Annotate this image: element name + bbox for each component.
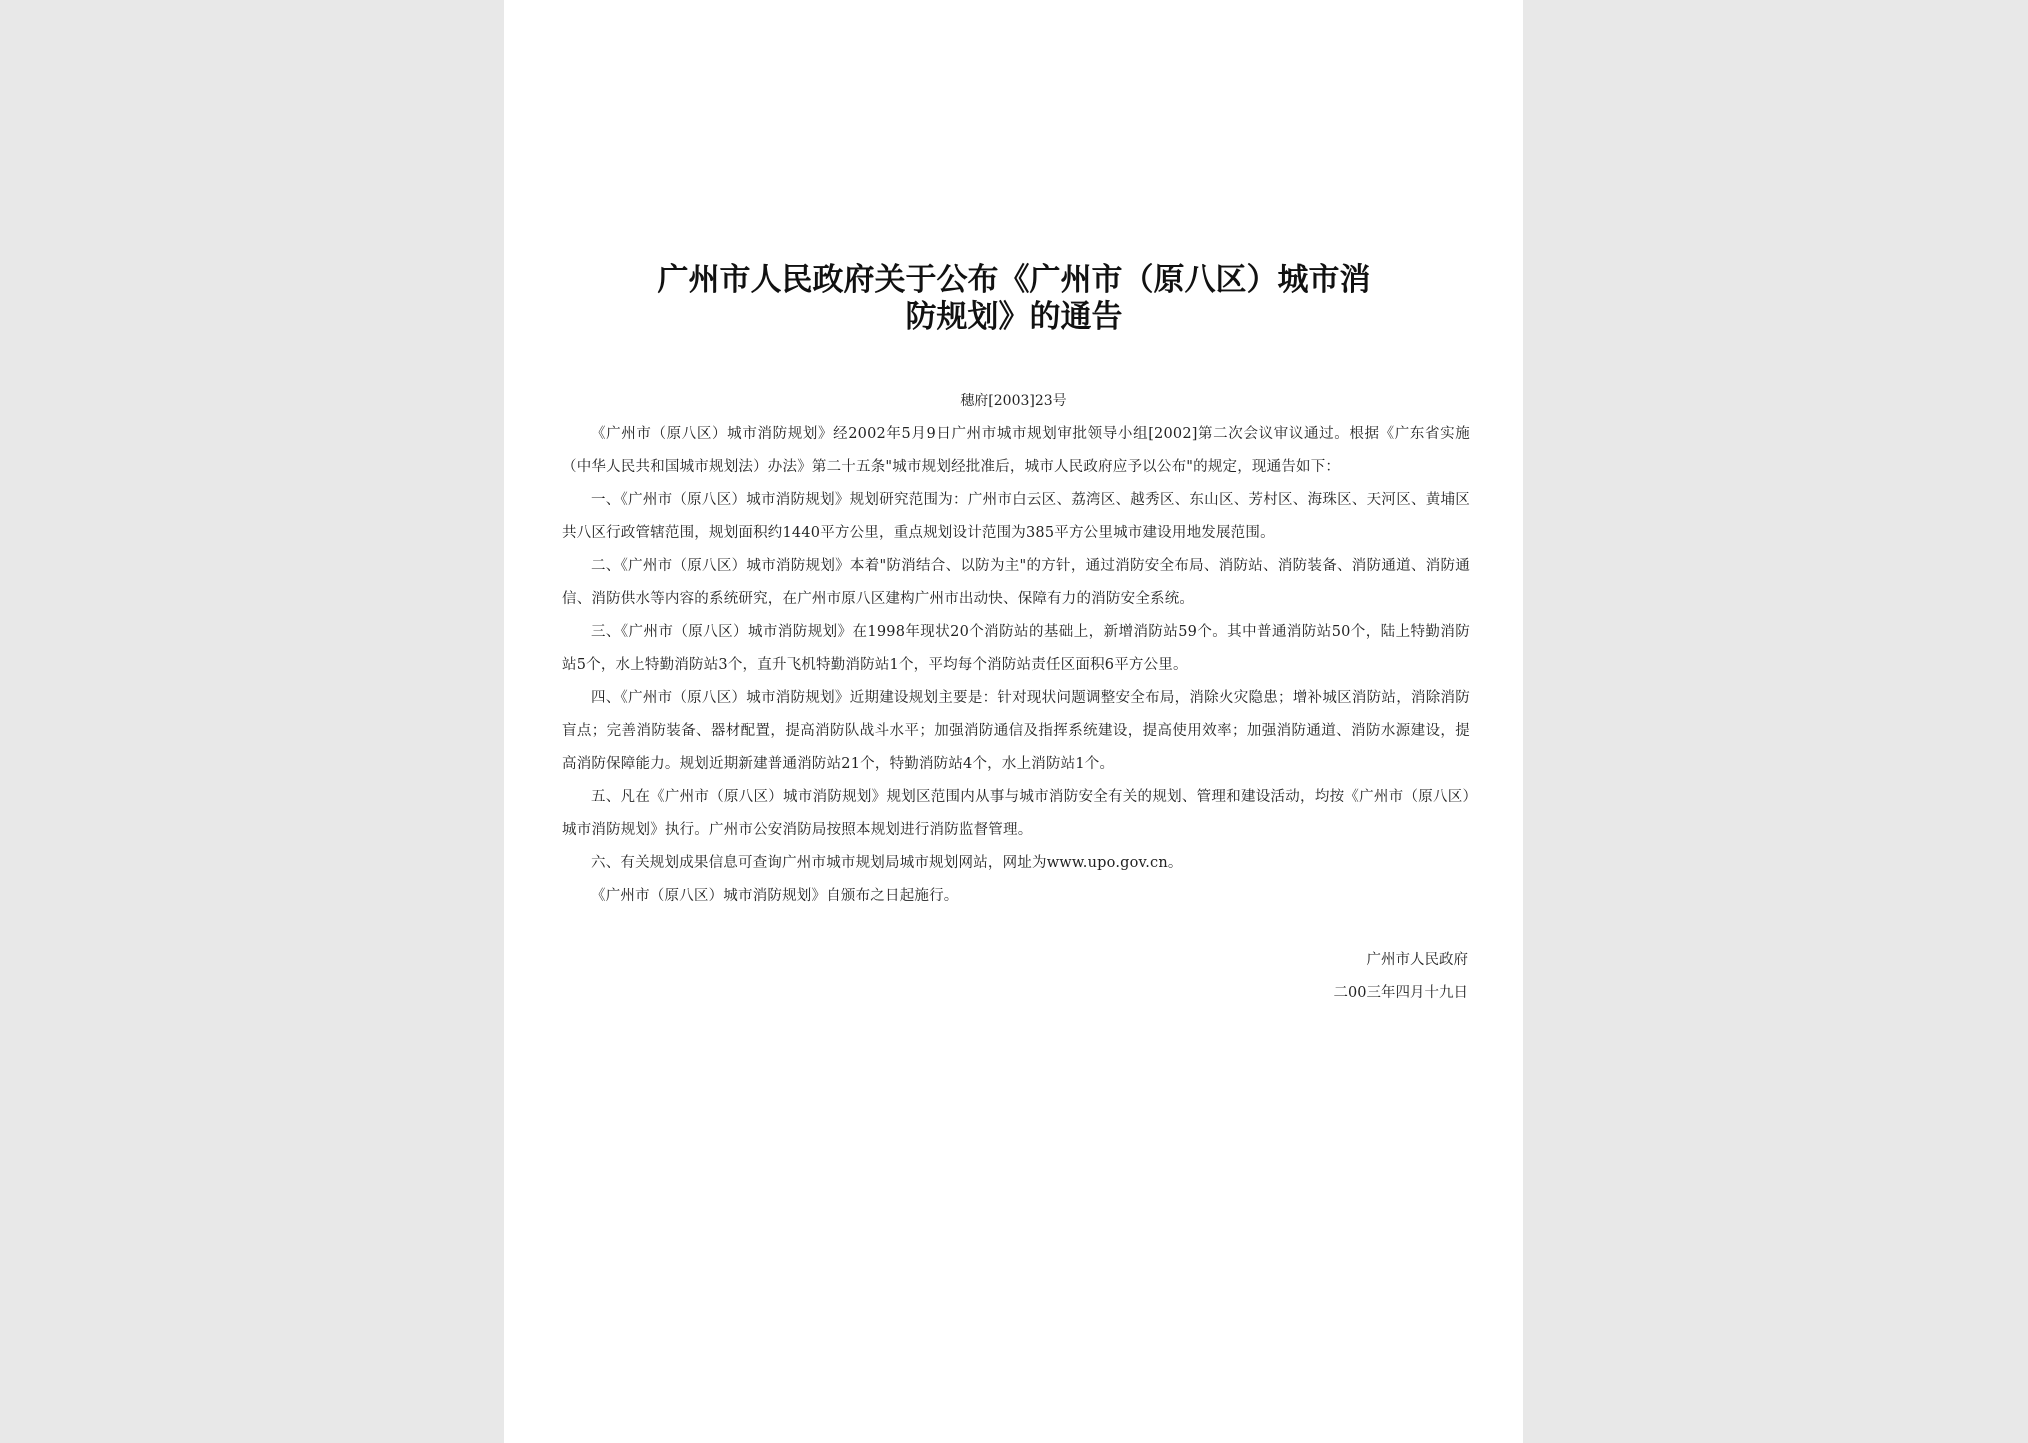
paragraph-4: 四、《广州市（原八区）城市消防规划》近期建设规划主要是：针对现状问题调整安全布局，消除火灾隐患；增补城区消防站，消除消防盲点；完善消防装备、器材配置，提高消防队战斗水平；加强消防通信及指挥系统建设，提高使用效率；加强消防通道、消防水源建设，提高消防保障能力。规划近期新建普通消防站21个，特勤消防站4个，水上消防站1个。 bbox=[562, 690, 1470, 772]
document-body bbox=[562, 418, 1470, 913]
paragraph-6: 六、有关规划成果信息可查询广州市城市规划局城市规划网站，网址为www.upo.gov.cn。 bbox=[591, 855, 1183, 871]
document-page bbox=[504, 0, 1523, 1443]
title-line-1: 广州市人民政府关于公布《广州市（原八区）城市消 bbox=[657, 262, 1371, 298]
paragraph-5: 五、凡在《广州市（原八区）城市消防规划》规划区范围内从事与城市消防安全有关的规划、管理和建设活动，均按《广州市（原八区）城市消防规划》执行。广州市公安消防局按照本规划进行消防监督管理。 bbox=[562, 789, 1470, 838]
signature-organization: 广州市人民政府 bbox=[1366, 952, 1468, 968]
paragraph-3: 三、《广州市（原八区）城市消防规划》在1998年现状20个消防站的基础上，新增消防站59个。其中普通消防站50个，陆上特勤消防站5个，水上特勤消防站3个，直升飞机特勤消防站1个，平均每个消防站责任区面积6平方公里。 bbox=[562, 624, 1470, 673]
paragraph-2: 二、《广州市（原八区）城市消防规划》本着"防消结合、以防为主"的方针，通过消防安全布局、消防站、消防装备、消防通道、消防通信、消防供水等内容的系统研究，在广州市原八区建构广州市出动快、保障有力的消防安全系统。 bbox=[562, 558, 1470, 607]
paragraph-intro: 《广州市（原八区）城市消防规划》经2002年5月9日广州市城市规划审批领导小组[2002]第二次会议审议通过。根据《广东省实施（中华人民共和国城市规划法）办法》第二十五条"城市规划经批准后，城市人民政府应予以公布"的规定，现通告如下： bbox=[562, 426, 1470, 475]
document-number: 穗府[2003]23号 bbox=[960, 393, 1067, 409]
document-title bbox=[598, 262, 1430, 336]
paragraph-effective: 《广州市（原八区）城市消防规划》自颁布之日起施行。 bbox=[591, 888, 959, 904]
title-line-2: 防规划》的通告 bbox=[905, 299, 1123, 335]
paragraph-1: 一、《广州市（原八区）城市消防规划》规划研究范围为：广州市白云区、荔湾区、越秀区、东山区、芳村区、海珠区、天河区、黄埔区共八区行政管辖范围，规划面积约1440平方公里，重点规划设计范围为385平方公里城市建设用地发展范围。 bbox=[562, 492, 1470, 541]
signature-date: 二00三年四月十九日 bbox=[1333, 985, 1468, 1001]
